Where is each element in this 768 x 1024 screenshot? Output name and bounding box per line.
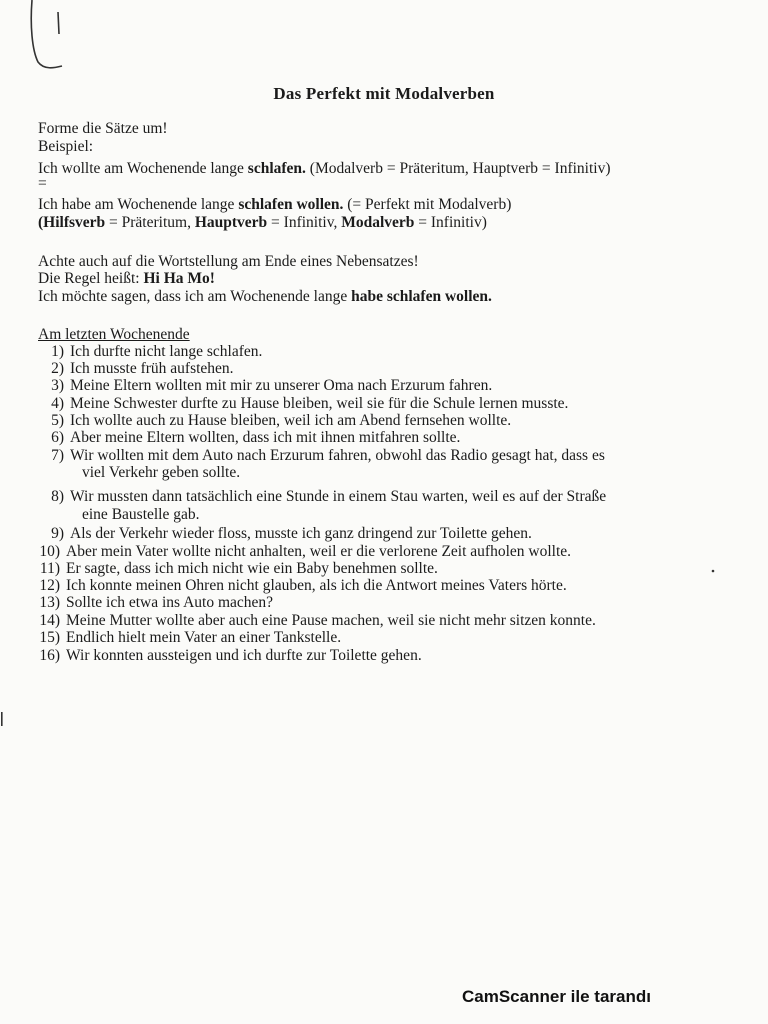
list-item [40,448,605,465]
list-item-text: Aber meine Eltern wollten, dass ich mit ihnen mitfahren sollte. [70,429,461,446]
example-sentence-1: Ich wollte am Wochenende lange schlafen. (Modalverb = Präteritum, Hauptverb = Infinitiv) [38,160,611,177]
list-item-text: Ich durfte nicht lange schlafen. [70,343,263,360]
list-item-number: 5) [51,412,64,429]
list-item-number: 14) [39,612,60,629]
list-item-number: 8) [51,488,64,505]
list-item-number: 10) [39,543,60,560]
list-item-text: Als der Verkehr wieder floss, musste ich ganz dringend zur Toilette gehen. [70,525,532,542]
list-item [40,526,532,543]
list-item-text: Meine Mutter wollte aber auch eine Pause machen, weil sie nicht mehr sitzen konnte. [66,612,596,629]
list-item-text: Aber mein Vater wollte nicht anhalten, weil er die verlorene Zeit aufholen wollte. [66,543,571,560]
list-item [36,613,596,630]
example-sentence-2: Ich habe am Wochenende lange schlafen wollen. (= Perfekt mit Modalverb) [38,196,512,213]
list-item [40,430,460,447]
task-instruction: Forme die Sätze um! [38,120,168,137]
list-item [40,361,234,378]
scan-speck-left [0,712,6,726]
list-item-text: Wir mussten dann tatsächlich eine Stunde in einem Stau warten, weil es auf der Straße [70,488,607,505]
note-line-3: Ich möchte sagen, dass ich am Wochenende lange habe schlafen wollen. [38,288,492,305]
section-heading: Am letzten Wochenende [38,326,190,343]
list-item-number: 16) [39,647,60,664]
list-item-text: Sollte ich etwa ins Auto machen? [66,594,274,611]
list-item-continuation: viel Verkehr geben sollte. [82,464,241,481]
list-item-text: Wir wollten mit dem Auto nach Erzurum fahren, obwohl das Radio gesagt hat, dass es [70,447,605,464]
list-item-number: 11) [39,560,60,577]
list-item-number: 7) [51,447,64,464]
list-item-text: Endlich hielt mein Vater an einer Tankstelle. [66,629,342,646]
list-item [36,578,567,595]
list-item-continuation: eine Baustelle gab. [82,506,200,523]
list-item [40,396,568,413]
list-item-number: 15) [39,629,60,646]
scan-speck-right [710,568,716,574]
list-item-number: 3) [51,377,64,394]
list-item-text: Wir konnten aussteigen und ich durfte zur Toilette gehen. [66,647,422,664]
list-item [40,378,492,395]
list-item-number: 9) [51,525,64,542]
list-item [36,630,341,647]
pen-mark [18,0,78,80]
equals-sign: = [38,175,47,192]
example-label: Beispiel: [38,138,94,155]
note-line-2: Die Regel heißt: Hi Ha Mo! [38,270,215,287]
list-item-text: Ich wollte auch zu Hause bleiben, weil ich am Abend fernsehen wollte. [70,412,512,429]
list-item-number: 1) [51,343,64,360]
list-item-number: 2) [51,360,64,377]
list-item [36,648,422,665]
example-rule: (Hilfsverb = Präteritum, Hauptverb = Infinitiv, Modalverb = Infinitiv) [38,214,487,231]
scanner-watermark: CamScanner ile tarandı [462,987,651,1006]
list-item-text: Ich konnte meinen Ohren nicht glauben, als ich die Antwort meines Vaters hörte. [66,577,567,594]
list-item [40,413,511,430]
list-item [36,544,571,561]
list-item [36,595,273,612]
page-title: Das Perfekt mit Modalverben [273,84,495,103]
list-item-number: 6) [51,429,64,446]
list-item-text: Er sagte, dass ich mich nicht wie ein Baby benehmen sollte. [66,560,438,577]
list-item-number: 12) [39,577,60,594]
list-item-number: 4) [51,395,64,412]
list-item [40,489,606,506]
list-item-number: 13) [39,594,60,611]
list-item-text: Meine Eltern wollten mit mir zu unserer Oma nach Erzurum fahren. [70,377,493,394]
note-line-1: Achte auch auf die Wortstellung am Ende eines Nebensatzes! [38,253,419,270]
list-item-text: Ich musste früh aufstehen. [70,360,234,377]
list-item [36,561,438,578]
list-item [40,344,262,361]
list-item-text: Meine Schwester durfte zu Hause bleiben, weil sie für die Schule lernen musste. [70,395,569,412]
